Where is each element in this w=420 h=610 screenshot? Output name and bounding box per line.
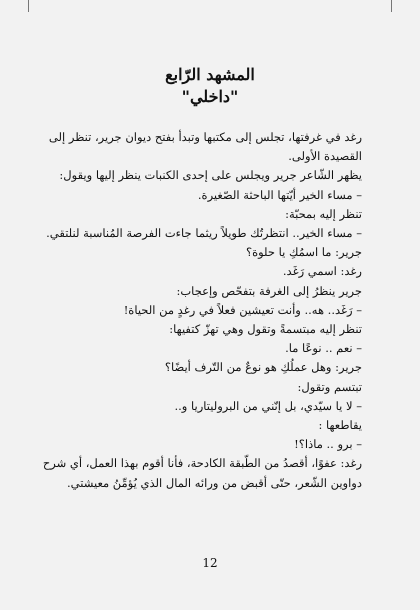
body-line: القصيدة الأولى. xyxy=(288,149,362,164)
scene-heading xyxy=(0,64,420,108)
body-line: رغد: اسمي رَغَد. xyxy=(282,264,362,279)
page-edge-mark-left xyxy=(28,0,29,12)
page-number: 12 xyxy=(202,556,218,570)
body-line: يظهر الشّاعر جرير ويجلس على إحدى الكنبات ينظر إليها ويقول: xyxy=(59,168,362,183)
body-line: دواوين الشّعر، حتّى أقبض من ورائه المال الذي يُؤمِّنُ معيشتي. xyxy=(67,475,362,490)
body-line: جرير: ما اسمُكِ يا حلوة؟ xyxy=(245,245,362,260)
body-line: تبتسم وتقول: xyxy=(297,379,362,394)
body-line: تنظر إليه بمحبّة: xyxy=(285,206,362,221)
body-line: جرير ينظرُ إلى الغرفة بتفحّص وإعجاب: xyxy=(176,283,362,298)
body-line: يقاطعها : xyxy=(318,418,362,433)
body-line: – نعم .. نوعًا ما. xyxy=(285,341,362,356)
dialogue-body xyxy=(42,128,362,493)
scene-title: المشهد الرّابع xyxy=(165,65,255,84)
body-line: تنظر إليه مبتسمةً وتقول وهي تهزّ كتفيها: xyxy=(169,322,362,337)
body-line: – مساء الخير.. انتظرتُك طويلاً ريثما جاءت الفرصة المُناسبة لنلتقي. xyxy=(46,226,362,241)
body-line: – مساء الخير أيّتها الباحثة الصّغيرة. xyxy=(197,187,362,202)
body-line: رغد: عفوًا، أقصدُ من الطّبقة الكادحة، فأنا أقوم بهذا العمل، أي شرح xyxy=(42,456,362,471)
body-line: – لا يا سيّدي، بل إنّني من البروليتاريا و.. xyxy=(174,398,362,413)
body-line: – برو .. ماذا؟! xyxy=(294,437,362,452)
page-edge-mark-right xyxy=(391,0,392,12)
body-line: جرير: وهل عملُكِ هو نوعٌ من التّرف أيضًا؟ xyxy=(164,360,362,375)
body-line: – رَغَد.. هه.. وأنت تعيشين فعلاً في رغدٍ من الحياة! xyxy=(123,302,362,317)
scene-subtitle: "داخلي" xyxy=(181,87,239,106)
body-line: رغد في غرفتها، تجلس إلى مكتبها وتبدأ بفتح ديوان جرير، تنظر إلى xyxy=(48,130,362,144)
